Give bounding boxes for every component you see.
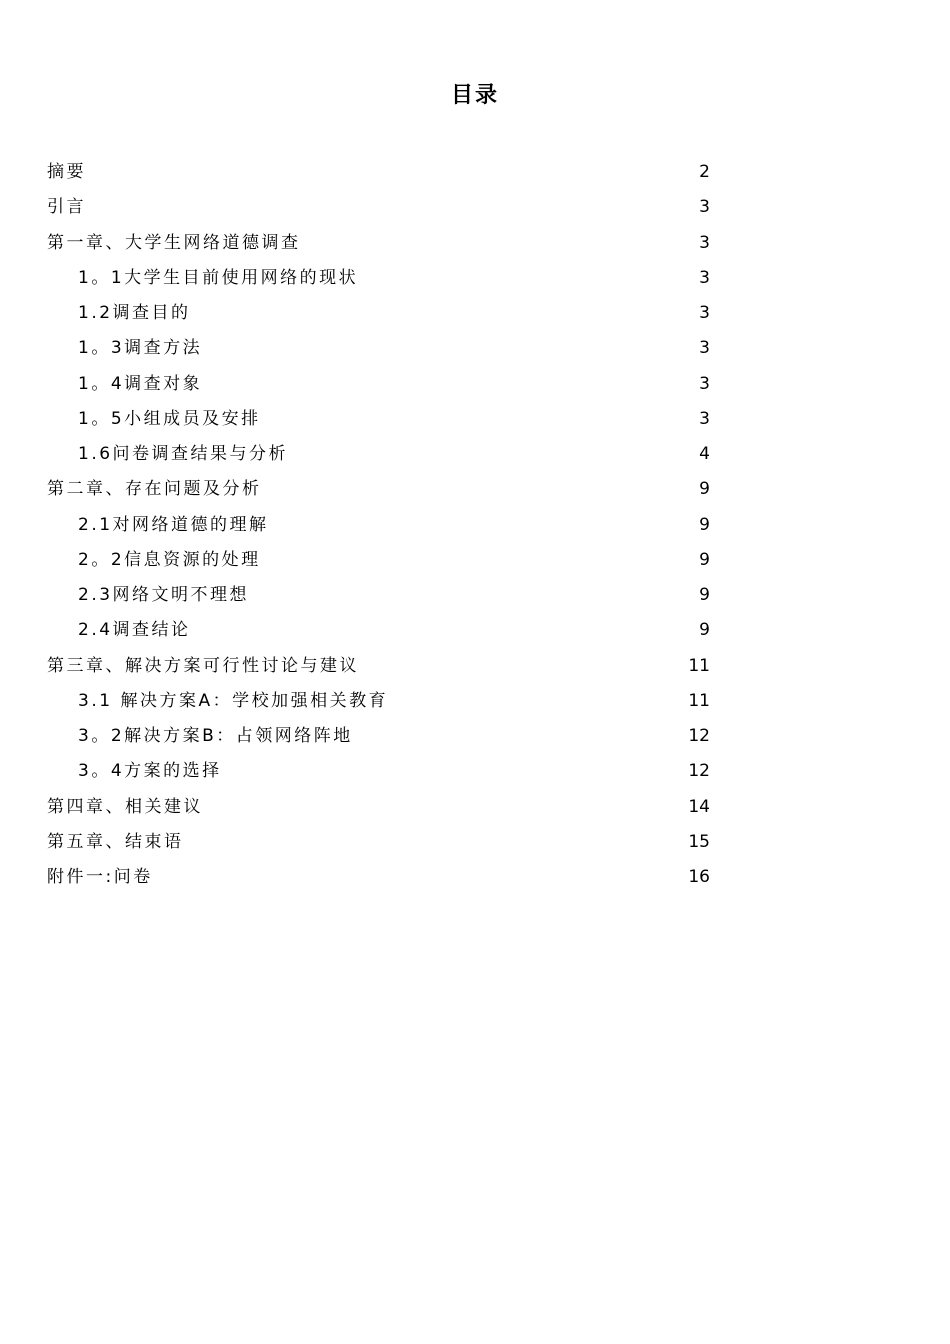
toc-entry[interactable] [47,437,710,472]
toc-entry-page-number: 9 [699,549,710,570]
toc-entry-label: 1。5小组成员及安排 [78,408,261,429]
toc-entry-page-number: 16 [688,867,710,887]
toc-entry[interactable] [47,331,710,366]
toc-entry[interactable] [47,754,710,789]
toc-entry-page-number: 15 [688,831,710,852]
toc-entry-page-number: 12 [688,761,710,782]
toc-entry-label: 第五章、结束语 [47,831,184,852]
toc-entry[interactable] [47,649,710,684]
toc-entry[interactable] [47,367,710,402]
toc-entry[interactable] [47,472,710,507]
toc-entry-page-number: 11 [688,690,710,711]
toc-entry[interactable] [47,508,710,543]
toc-entry-label: 2.1对网络道德的理解 [78,514,269,535]
toc-entry-label: 1.6问卷调查结果与分析 [78,444,289,464]
toc-entry-label: 1。3调查方法 [78,338,203,359]
toc-entry-label: 第三章、解决方案可行性讨论与建议 [47,655,359,676]
toc-entry[interactable] [47,402,710,437]
toc-list [47,155,710,895]
toc-entry-label: 1.2调查目的 [78,303,191,323]
toc-entry-page-number: 3 [699,338,710,359]
toc-entry-label: 第二章、存在问题及分析 [47,479,262,500]
toc-entry[interactable] [47,226,710,261]
toc-entry-label: 1。4调查对象 [78,373,203,394]
toc-entry-label: 3。2解决方案B：占领网络阵地 [78,726,353,746]
toc-entry-page-number: 3 [699,303,710,323]
toc-entry[interactable] [47,790,710,825]
toc-entry-label: 第一章、大学生网络道德调查 [47,232,301,253]
toc-entry-label: 2.4调查结论 [78,620,191,641]
toc-entry[interactable] [47,543,710,578]
toc-entry-page-number: 12 [688,726,710,746]
toc-entry-page-number: 2 [699,162,710,182]
toc-entry-page-number: 9 [699,620,710,641]
toc-entry[interactable] [47,684,710,719]
toc-entry-page-number: 3 [699,408,710,429]
toc-entry-label: 3。4方案的选择 [78,761,222,782]
toc-entry[interactable] [47,578,710,613]
toc-entry-page-number: 14 [688,796,710,817]
toc-entry-page-number: 3 [699,267,710,288]
toc-entry[interactable] [47,860,710,895]
toc-entry[interactable] [47,155,710,190]
toc-entry-label: 摘要 [47,162,86,182]
toc-entry-page-number: 3 [699,197,710,218]
toc-entry-label: 第四章、相关建议 [47,796,203,817]
toc-entry-page-number: 9 [699,479,710,500]
toc-entry[interactable] [47,296,710,331]
toc-entry-page-number: 3 [699,373,710,394]
toc-entry-page-number: 9 [699,514,710,535]
toc-entry-label: 2。2信息资源的处理 [78,549,261,570]
toc-entry-label: 2.3网络文明不理想 [78,585,250,605]
toc-entry-page-number: 3 [699,232,710,253]
toc-entry-label: 3.1 解决方案A：学校加强相关教育 [78,690,389,711]
toc-entry[interactable] [47,825,710,860]
toc-entry-page-number: 11 [688,655,710,676]
toc-entry-label: 附件一:问卷 [47,867,153,887]
toc-entry[interactable] [47,261,710,296]
page-title: 目录 [450,83,499,108]
toc-entry-label: 1。1大学生目前使用网络的现状 [78,267,359,288]
toc-entry-page-number: 4 [699,444,710,464]
toc-entry-label: 引言 [47,197,86,218]
toc-entry[interactable] [47,613,710,648]
toc-entry[interactable] [47,719,710,754]
toc-entry-page-number: 9 [699,585,710,605]
toc-entry[interactable] [47,190,710,225]
